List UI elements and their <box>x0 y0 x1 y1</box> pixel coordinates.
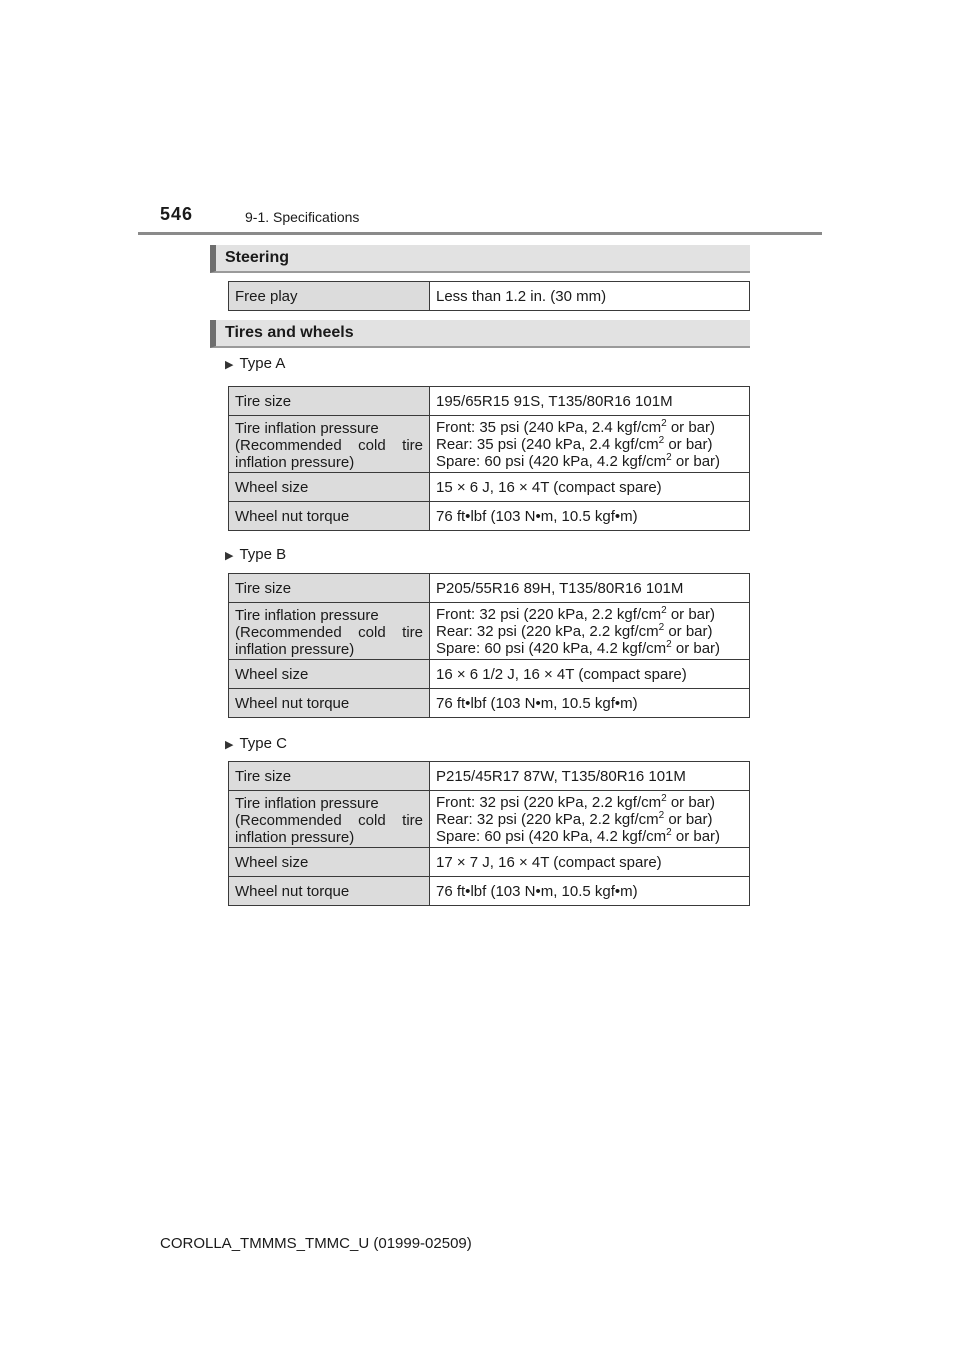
table-row <box>229 762 750 791</box>
type-b-label: ▶ Type B <box>225 546 287 563</box>
wheel-size-value: 17 × 7 J, 16 × 4T (compact spare) <box>430 848 750 877</box>
tire-size-label: Tire size <box>229 762 430 791</box>
wheel-nut-torque-label: Wheel nut torque <box>229 877 430 906</box>
table-row <box>229 387 750 416</box>
table-row <box>229 848 750 877</box>
tire-size-label: Tire size <box>229 387 430 416</box>
table-row <box>229 877 750 906</box>
table-row <box>229 603 750 660</box>
steering-table <box>228 281 750 311</box>
steering-heading <box>210 245 750 273</box>
table-row <box>229 689 750 718</box>
type-a-table <box>228 386 750 531</box>
page-number: 546 <box>160 204 194 224</box>
wheel-nut-torque-value: 76 ft•lbf (103 N•m, 10.5 kgf•m) <box>430 877 750 906</box>
page-header <box>160 204 820 234</box>
inflation-pressure-label: Tire inflation pressure (Recommended cold tire inflation pressure) <box>229 603 430 660</box>
tires-heading-text: Tires and wheels <box>225 324 354 341</box>
table-row <box>229 282 750 311</box>
table-row <box>229 574 750 603</box>
table-row <box>229 416 750 473</box>
tires-heading <box>210 320 750 348</box>
wheel-nut-torque-value: 76 ft•lbf (103 N•m, 10.5 kgf•m) <box>430 502 750 531</box>
wheel-size-label: Wheel size <box>229 473 430 502</box>
type-a-label: ▶ Type A <box>225 355 286 372</box>
inflation-pressure-value: Front: 32 psi (220 kPa, 2.2 kgf/$cm^2$ or bar) Rear: 32 psi (220 kPa, 2.2 kgf/$cm^2$ or bar) Spare: 60 psi (420 kPa, 4.2 kgf/$cm^2$ or bar) <box>430 603 750 660</box>
free-play-label: Free play <box>229 282 430 311</box>
inflation-pressure-label: Tire inflation pressure (Recommended cold tire inflation pressure) <box>229 416 430 473</box>
wheel-size-label: Wheel size <box>229 848 430 877</box>
tire-size-value: P215/45R17 87W, T135/80R16 101M <box>430 762 750 791</box>
table-row <box>229 473 750 502</box>
footer-document-id: COROLLA_TMMMS_TMMC_U (01999-02509) <box>160 1235 472 1252</box>
section-title: 9-1. Specifications <box>245 209 360 225</box>
tire-size-label: Tire size <box>229 574 430 603</box>
free-play-value: Less than 1.2 in. (30 mm) <box>430 282 750 311</box>
type-b-table <box>228 573 750 718</box>
wheel-size-value: 15 × 6 J, 16 × 4T (compact spare) <box>430 473 750 502</box>
table-row <box>229 502 750 531</box>
wheel-size-value: 16 × 6 1/2 J, 16 × 4T (compact spare) <box>430 660 750 689</box>
inflation-pressure-value: Front: 32 psi (220 kPa, 2.2 kgf/$cm^2$ or bar) Rear: 32 psi (220 kPa, 2.2 kgf/$cm^2$ or bar) Spare: 60 psi (420 kPa, 4.2 kgf/$cm^2$ or bar) <box>430 791 750 848</box>
triangle-bullet-icon: ▶ <box>225 550 234 562</box>
wheel-nut-torque-value: 76 ft•lbf (103 N•m, 10.5 kgf•m) <box>430 689 750 718</box>
wheel-nut-torque-label: Wheel nut torque <box>229 689 430 718</box>
wheel-nut-torque-label: Wheel nut torque <box>229 502 430 531</box>
tire-size-value: P205/55R16 89H, T135/80R16 101M <box>430 574 750 603</box>
table-row <box>229 660 750 689</box>
inflation-pressure-value: Front: 35 psi (240 kPa, 2.4 kgf/$cm^2$ or bar) Rear: 35 psi (240 kPa, 2.4 kgf/$cm^2$ or bar) Spare: 60 psi (420 kPa, 4.2 kgf/$cm^2$ or bar) <box>430 416 750 473</box>
steering-heading-text: Steering <box>225 249 290 266</box>
tire-size-value: 195/65R15 91S, T135/80R16 101M <box>430 387 750 416</box>
triangle-bullet-icon: ▶ <box>225 359 234 371</box>
header-divider <box>138 232 822 235</box>
triangle-bullet-icon: ▶ <box>225 739 234 751</box>
type-c-label: ▶ Type C <box>225 735 287 752</box>
wheel-size-label: Wheel size <box>229 660 430 689</box>
inflation-pressure-label: Tire inflation pressure (Recommended cold tire inflation pressure) <box>229 791 430 848</box>
type-c-table <box>228 761 750 906</box>
table-row <box>229 791 750 848</box>
